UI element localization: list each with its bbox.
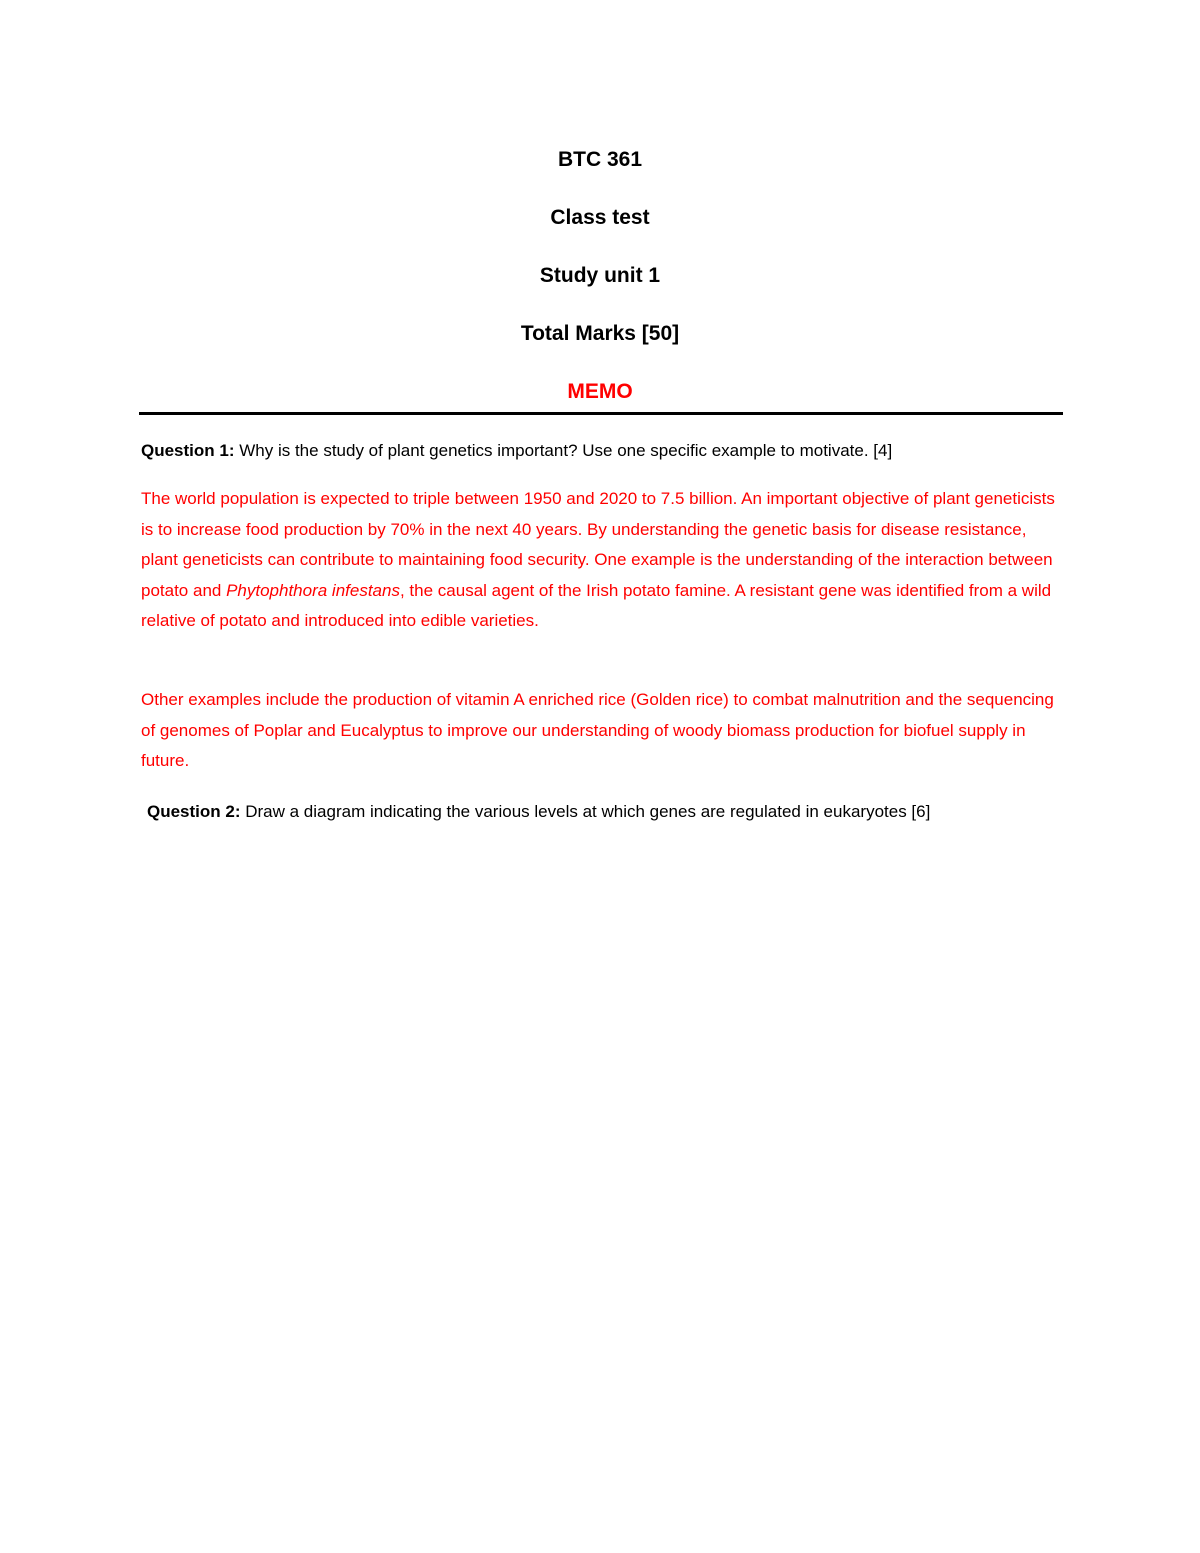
course-code: BTC 361 bbox=[557, 148, 643, 171]
memo-heading: MEMO bbox=[567, 380, 633, 403]
header-divider bbox=[139, 412, 1063, 415]
question-2-label: Question 2: bbox=[147, 802, 241, 821]
question-2 bbox=[147, 797, 1072, 828]
answer-1 bbox=[141, 484, 1066, 637]
question-1 bbox=[141, 436, 1066, 467]
document-title: Class test bbox=[550, 206, 650, 229]
answer-1-species: Phytophthora infestans bbox=[226, 580, 400, 600]
question-2-text: Draw a diagram indicating the various levels at which genes are regulated in eukaryotes [6] bbox=[240, 802, 931, 821]
question-1-text: Why is the study of plant genetics important? Use one specific example to motivate. [4] bbox=[234, 441, 893, 460]
answer-1-part2: , the causal agent of the Irish potato famine. A resistant gene was identified from a wild relative of potato and introduced into edible varieties. bbox=[141, 580, 1052, 630]
answer-1-other-examples: Other examples include the production of vitamin A enriched rice (Golden rice) to combat malnutrition and the sequencing of genomes of Poplar and Eucalyptus to improve our understanding of woody biomass production for biofuel supply in future. bbox=[141, 690, 1054, 770]
question-1-label: Question 1: bbox=[141, 441, 235, 460]
study-unit: Study unit 1 bbox=[539, 264, 661, 287]
total-marks: Total Marks [50] bbox=[520, 322, 680, 345]
answer-1-part1: The world population is expected to triple between 1950 and 2020 to 7.5 billion. An important objective of plant geneticists is to increase food production by 70% in the next 40 years. By understanding the genetic basis for disease resistance, plant geneticists can contribute to maintaining food security. One example is the understanding of the interaction between potato and bbox=[141, 489, 1055, 600]
